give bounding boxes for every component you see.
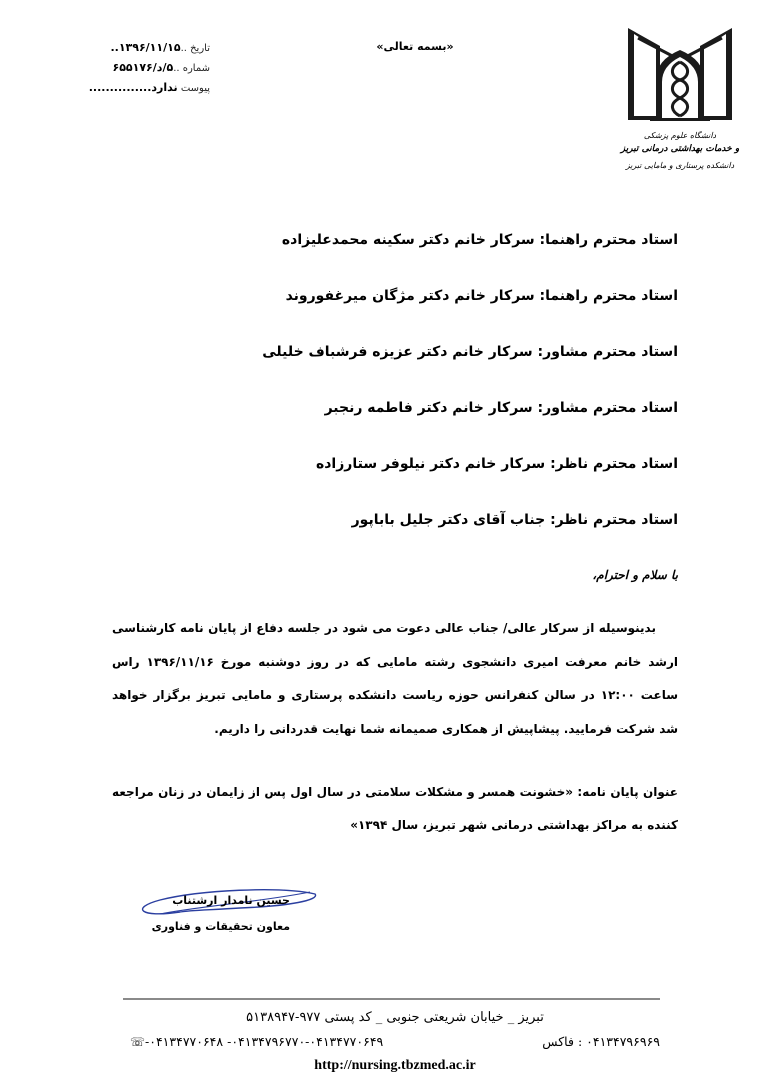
logo-line-1: دانشگاه علوم پزشکی: [643, 131, 717, 140]
footer-url[interactable]: http://nursing.tbzmed.ac.ir: [314, 1058, 476, 1073]
signatory-name: حسین نامدار ارشتناب: [172, 894, 290, 907]
footer-divider: [123, 998, 660, 1000]
recipient: استاد محترم راهنما: سرکار خانم دکتر سکینه محمدعلیزاده: [281, 232, 678, 248]
footer-phones-group: [130, 1034, 383, 1049]
footer-contacts: [130, 1034, 660, 1049]
recipient: استاد محترم راهنما: سرکار خانم دکتر مژگان میرغفوروند: [285, 288, 678, 304]
recipient: استاد محترم مشاور: سرکار خانم دکتر فاطمه رنجبر: [324, 400, 678, 416]
letter-number: [60, 58, 210, 79]
letter-body: [112, 612, 678, 746]
logo-line-3: دانشکده پرستاری و مامایی تبریز: [625, 161, 735, 170]
recipients-list: [118, 232, 678, 568]
letter-date: [60, 38, 210, 59]
date-value: ۱۳۹۶/۱۱/۱۵..: [110, 41, 181, 54]
university-emblem-icon: [620, 20, 740, 130]
telephone-icon: ☏: [130, 1035, 146, 1049]
body-paragraph: بدینوسیله از سرکار عالی/ جناب عالی دعوت می شود در جلسه دفاع از پایان نامه کارشناسی ارشد خانم معرفت امیری دانشجوی رشته مامایی که در روز دوشنبه مورخ ۱۳۹۶/۱۱/۱۶ راس ساعت ۱۲:۰۰ در سالن کنفرانس حوزه ریاست دانشکده پرستاری و مامایی تبریز برگزار خواهد شد شرکت فرمایید. پیشاپیش از همکاری صمیمانه شما نهایت قدردانی را داریم.: [112, 621, 679, 736]
invocation: «بسمه تعالی»: [376, 40, 454, 53]
recipient: استاد محترم مشاور: سرکار خانم دکتر عزیزه فرشباف خلیلی: [262, 344, 678, 360]
attachment-label: پیوست: [177, 83, 210, 94]
signatory-title: معاون تحقیقات و فناوری: [151, 920, 290, 933]
greeting: با سلام و احترام،: [592, 568, 678, 582]
footer-fax: ۰۴۱۳۴۷۹۶۹۶۹ : فاکس: [542, 1034, 660, 1049]
attachment-value: ندارد...............: [88, 81, 178, 94]
thesis-title: عنوان پایان نامه: «خشونت همسر و مشکلات سلامتی در سال اول پس از زایمان در زنان مراجعه کننده به مراکز بهداشتی درمانی شهر تبریز، سال ۱۳۹۴»: [112, 785, 678, 832]
number-value: ۵/د/۶۵۵۱۷۶: [112, 61, 174, 74]
logo-line-2: و خدمات بهداشتی درمانی تبریز: [620, 144, 740, 154]
date-label: تاریخ ..: [180, 43, 210, 54]
letter-attachment: [60, 78, 210, 99]
footer-phones: ۰۴۱۳۴۷۹۶۷۷۰-۰۴۱۳۴۷۷۰۶۴۹- ۰۴۱۳۴۷۷۰۶۴۸-: [145, 1034, 384, 1049]
recipient: استاد محترم ناظر: جناب آقای دکتر جلیل باباپور: [351, 512, 678, 528]
signature-block: [150, 888, 290, 940]
footer-address: تبریز _ خیابان شریعتی جنوبی _ کد پستی ۹۷۷-۵۱۳۸۹۴۷: [246, 1010, 544, 1025]
recipient: استاد محترم ناظر: سرکار خانم دکتر نیلوفر ستارزاده: [315, 456, 678, 472]
number-label: شماره ..: [173, 63, 210, 74]
university-logo: [620, 20, 740, 185]
